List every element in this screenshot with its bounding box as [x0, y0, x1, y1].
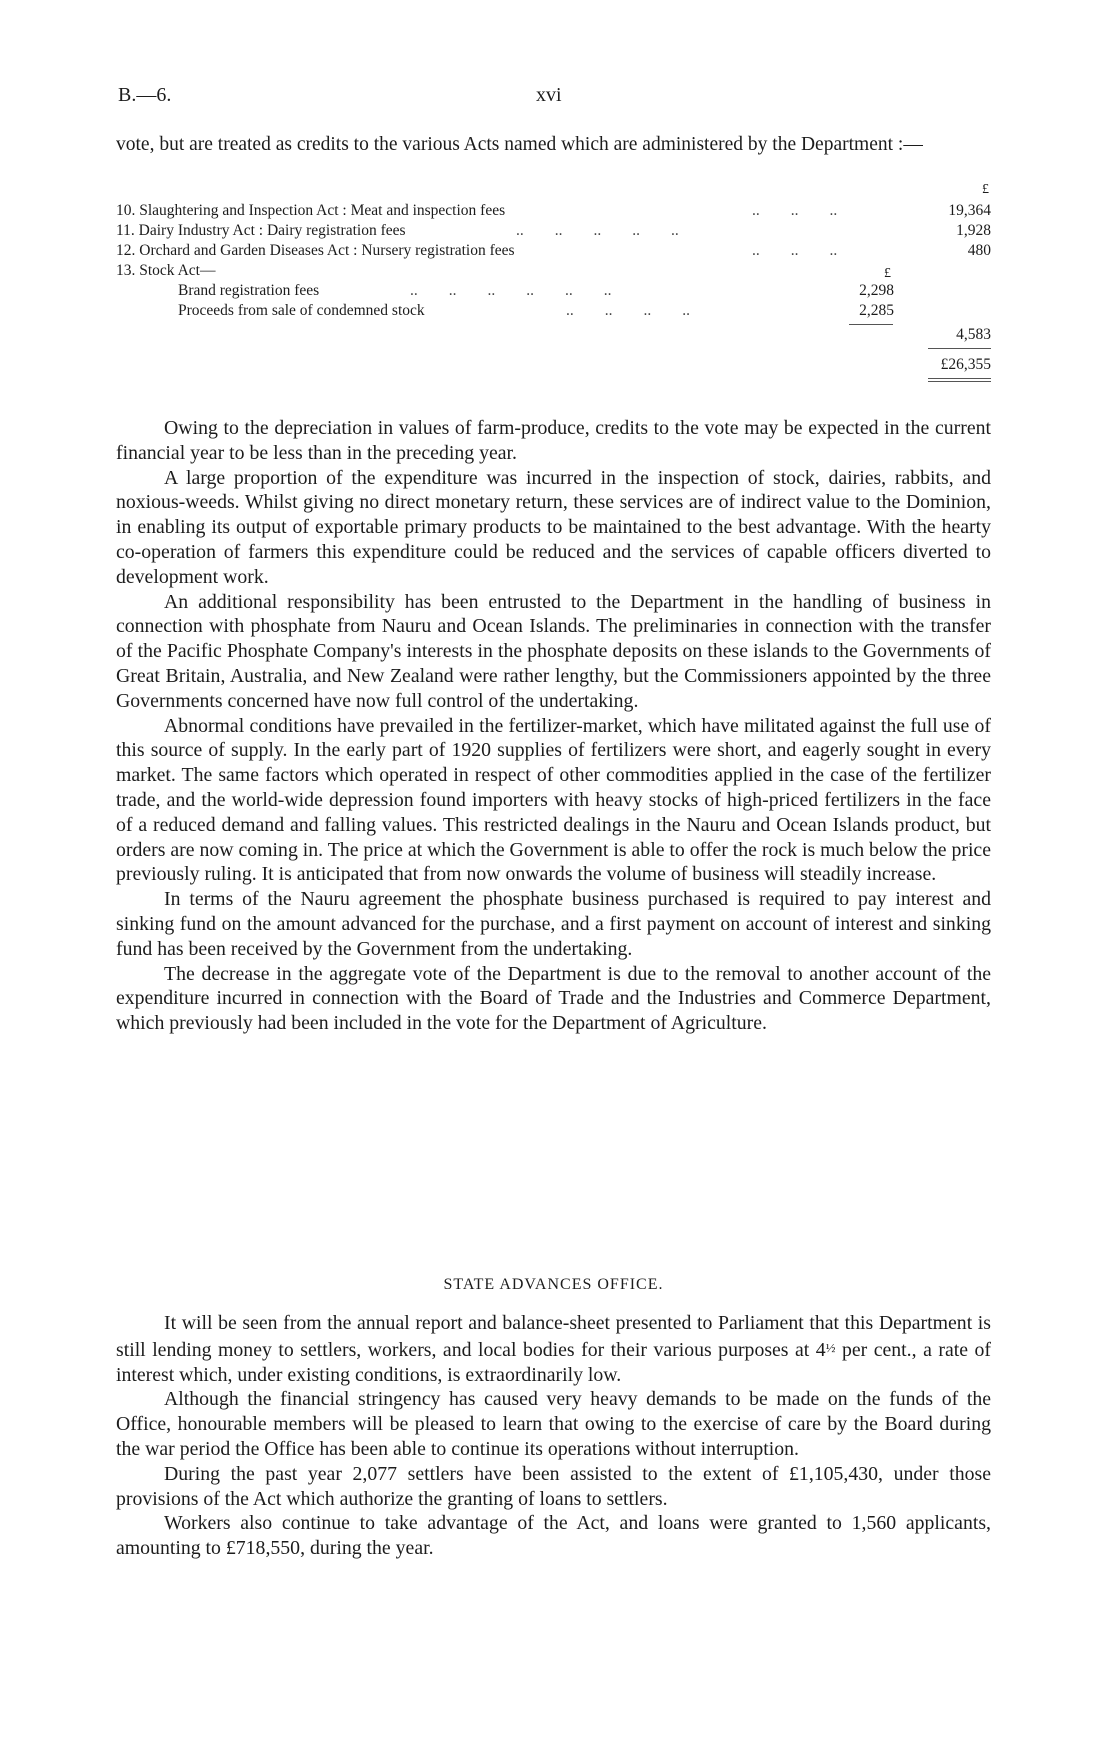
pound-column-header: £: [982, 182, 989, 197]
row-label: Proceeds from sale of condemned stock: [178, 302, 425, 319]
row-total: 1,928: [956, 222, 991, 239]
table-row: [116, 242, 991, 262]
paragraph: Abnormal conditions have prevailed in the fertilizer-market, which have militated against the full use of this source of supply. In the early part of 1920 supplies of fertilizers were short, and eagerly sought in every market. The same factors which operated in respect of other commodities applied in the case of the fertilizer trade, and the world-wide depression found importers with heavy stocks of high-priced fertilizers in the face of a reduced demand and falling values. This restricted dealings in the Nauru and Ocean Islands product, but orders are now coming in. The price at which the Government is able to offer the rock is much below the price previously ruling. It is anticipated that from now onwards the volume of business will steadily increase.: [116, 714, 991, 886]
leader-dots: .. .. ..: [752, 202, 838, 219]
leader-dots: .. .. .. .. ..: [516, 222, 679, 239]
page-number: xvi: [536, 84, 562, 106]
table-row: [116, 282, 991, 302]
paragraph: Workers also continue to take advantage of the Act, and loans were granted to 1,560 applicants, amounting to £718,550, during the year.: [116, 1512, 991, 1560]
paragraph: During the past year 2,077 settlers have been assisted to the extent of £1,105,430, under those provisions of the Act which authorize the granting of loans to settlers.: [116, 1462, 991, 1510]
leader-dots: .. .. .. .. .. ..: [410, 282, 612, 299]
paragraph: A large proportion of the expenditure was incurred in the inspection of stock, dairies, rabbits, and noxious-weeds. Whilst giving no direct monetary return, these services are of indirect value to the Dominion, in enabling its output of exportable primary products to be maintained to the best advantage. With the hearty co-operation of farmers this expenditure could be reduced and the services of capable officers diverted to development work.: [116, 466, 991, 588]
agriculture-body-text: [116, 416, 991, 1036]
row-amount: 2,298: [859, 282, 894, 299]
leader-dots: .. .. ..: [752, 242, 838, 259]
double-rule-top: [928, 378, 991, 379]
double-rule-bottom: [928, 381, 991, 382]
parliamentary-paper-reference: B.—6.: [118, 84, 172, 106]
table-row: [116, 302, 991, 322]
total-rule: [928, 348, 991, 349]
fraction: ½: [825, 1339, 836, 1355]
paragraph: [116, 1311, 991, 1387]
paragraph: In terms of the Nauru agreement the phosphate business purchased is required to pay interest and sinking fund on the amount advanced for the purchase, and a first payment on account of interest and sinking fund has been received by the Government from the undertaking.: [116, 888, 991, 960]
paragraph: Owing to the depreciation in values of farm-produce, credits to the vote may be expected in the current financial year to be less than in the preceding year.: [116, 417, 991, 464]
table-row: [116, 356, 991, 376]
table-row: [116, 202, 991, 222]
paragraph: Although the financial stringency has caused very heavy demands to be made on the funds of the Office, honourable members will be pleased to learn that owing to the exercise of care by the Board during the war period the Office has been able to continue its operations without interruption.: [116, 1388, 991, 1460]
row-label: Brand registration fees: [178, 282, 320, 299]
row-total: 480: [967, 242, 991, 259]
paragraph: The decrease in the aggregate vote of the Department is due to the removal to another account of the expenditure incurred in connection with the Board of Trade and the Industries and Commerce Department, which previously had been included in the vote for the Department of Agriculture.: [116, 962, 991, 1035]
table-row: [116, 262, 991, 282]
intro-text: vote, but are treated as credits to the various Acts named which are administered by the Department :—: [116, 134, 923, 155]
row-label: 11. Dairy Industry Act : Dairy registration fees: [116, 222, 406, 239]
row-total: 19,364: [948, 202, 991, 219]
paragraph: An additional responsibility has been entrusted to the Department in the handling of business in connection with phosphate from Nauru and Ocean Islands. The preliminaries in connection with the transfer of the Pacific Phosphate Company's interests in the phosphate deposits on these islands to the Governments of Great Britain, Australia, and New Zealand were rather lengthy, but the Commissioners appointed by the three Governments concerned have now full control of the undertaking.: [116, 590, 991, 712]
table-row: [116, 326, 991, 346]
stock-total: 4,583: [956, 326, 991, 343]
table-row: [116, 222, 991, 242]
grand-total: £26,355: [940, 356, 991, 373]
subtotal-rule: [849, 324, 893, 325]
pound-subcolumn-header: £: [884, 266, 891, 281]
state-advances-body-text: [116, 1311, 991, 1561]
row-amount: 2,285: [859, 302, 894, 319]
row-label: 10. Slaughtering and Inspection Act : Meat and inspection fees: [116, 202, 506, 219]
text-run: It will be seen from the annual report and balance-sheet presented to Parliament that this Department is still lending money to settlers, workers, and local bodies for their various purposes at 4: [116, 1312, 991, 1361]
row-label: 12. Orchard and Garden Diseases Act : Nursery registration fees: [116, 242, 515, 259]
leader-dots: .. .. .. ..: [566, 302, 690, 319]
text-run: per cent., a rate of interest which, under existing conditions, is extraordinarily low.: [116, 1338, 991, 1386]
row-label: 13. Stock Act—: [116, 262, 216, 279]
section-heading: STATE ADVANCES OFFICE.: [443, 1276, 664, 1293]
